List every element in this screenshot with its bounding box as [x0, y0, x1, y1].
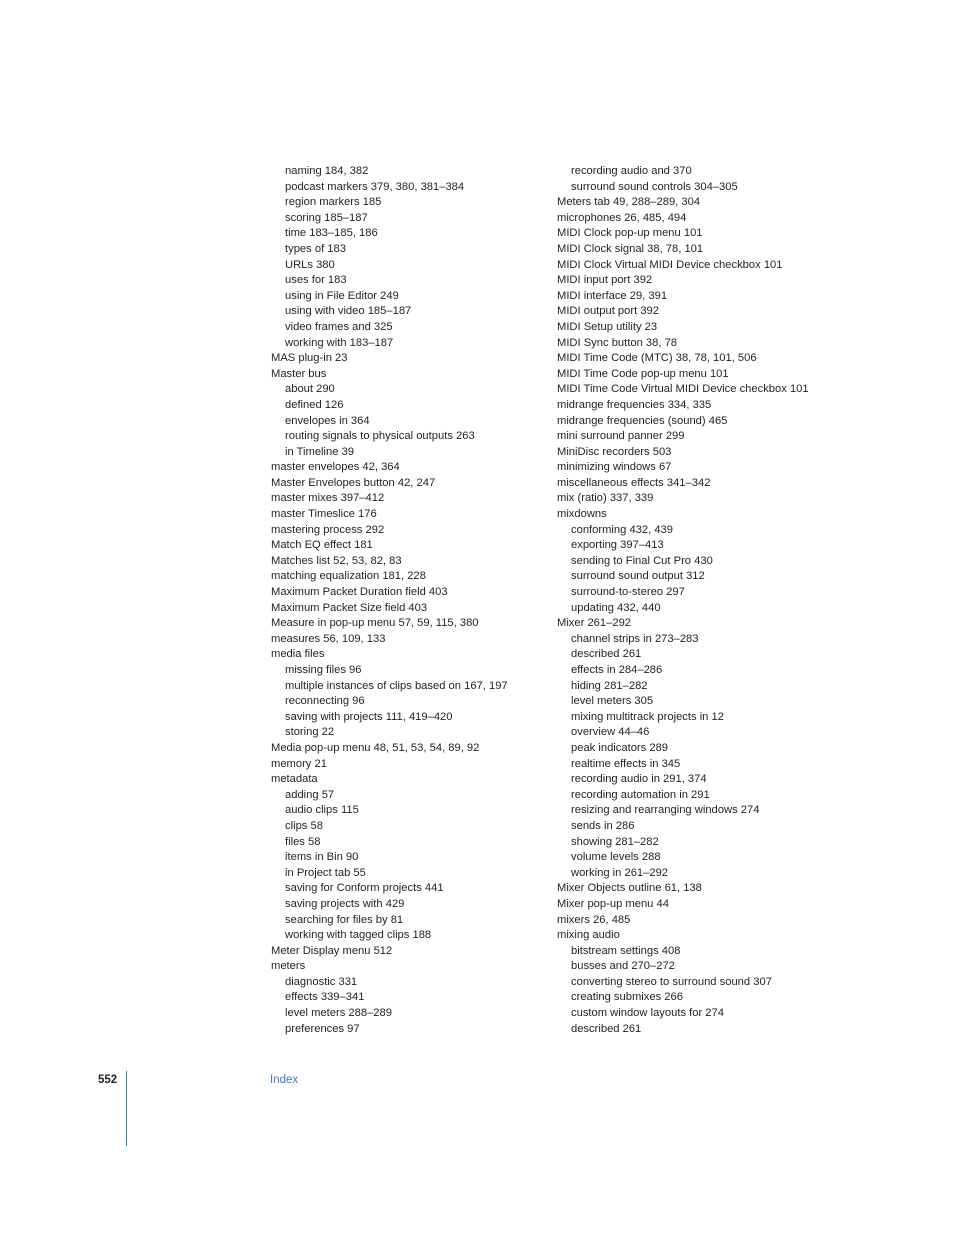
index-subentry: resizing and rearranging windows 274 [571, 804, 760, 817]
index-subentry: described 261 [571, 648, 642, 661]
footer-divider [126, 1071, 127, 1146]
index-subentry: effects in 284–286 [571, 664, 663, 676]
index-entry: Maximum Packet Size field 403 [271, 601, 428, 614]
index-entry: matching equalization 181, 228 [271, 570, 426, 583]
index-entry: Master bus [271, 367, 327, 380]
index-column-left [271, 164, 551, 1037]
index-entry: MIDI Clock Virtual MIDI Device checkbox 101 [557, 258, 783, 271]
index-entry: MIDI Setup utility 23 [557, 320, 658, 333]
index-subentry: in Timeline 39 [285, 445, 355, 458]
index-entry: Master Envelopes button 42, 247 [271, 476, 436, 489]
index-subentry: recording audio and 370 [571, 165, 692, 177]
index-entry: Maximum Packet Duration field 403 [271, 586, 448, 599]
index-subentry: diagnostic 331 [285, 975, 358, 988]
index-entry: MIDI Clock signal 38, 78, 101 [557, 242, 704, 255]
index-subentry: custom window layouts for 274 [571, 1007, 724, 1020]
page-number: 552 [98, 1074, 118, 1086]
index-subentry: audio clips 115 [285, 804, 359, 817]
index-subentry: saving for Conform projects 441 [285, 882, 444, 895]
index-subentry: searching for files by 81 [285, 913, 404, 926]
index-entry: Mixer pop-up menu 44 [557, 897, 669, 910]
index-entry: microphones 26, 485, 494 [557, 211, 687, 224]
index-subentry: using in File Editor 249 [285, 289, 399, 302]
index-entry: memory 21 [271, 757, 327, 770]
index-subentry: hiding 281–282 [571, 679, 648, 692]
index-entry: Mixer 261–292 [557, 617, 632, 630]
index-subentry: working with tagged clips 188 [285, 929, 432, 942]
index-subentry: uses for 183 [285, 274, 347, 287]
index-subentry: overview 44–46 [571, 726, 650, 739]
index-subentry: peak indicators 289 [571, 741, 669, 754]
index-entry: midrange frequencies 334, 335 [557, 398, 712, 411]
index-subentry: routing signals to physical outputs 263 [285, 430, 475, 443]
index-subentry: converting stereo to surround sound 307 [571, 975, 772, 988]
index-subentry: realtime effects in 345 [571, 757, 681, 770]
index-entry: metadata [271, 773, 318, 786]
index-subentry: working with 183–187 [285, 336, 394, 349]
index-subentry: surround sound controls 304–305 [571, 180, 738, 193]
index-subentry: surround sound output 312 [571, 570, 705, 583]
index-subentry: recording automation in 291 [571, 788, 710, 801]
index-entry: MIDI Time Code pop-up menu 101 [557, 367, 729, 380]
index-subentry: video frames and 325 [285, 320, 393, 333]
index-subentry: updating 432, 440 [571, 601, 661, 614]
index-entry: MAS plug-in 23 [271, 352, 348, 365]
index-entry: mini surround panner 299 [557, 430, 685, 443]
index-subentry: creating submixes 266 [571, 991, 683, 1004]
index-entry: mix (ratio) 337, 339 [557, 492, 654, 505]
index-entry: Matches list 52, 53, 82, 83 [271, 554, 402, 567]
index-entry: MIDI Time Code Virtual MIDI Device checkbox 101 [557, 383, 809, 396]
index-subentry: types of 183 [285, 242, 346, 255]
index-subentry: sends in 286 [571, 819, 635, 832]
index-subentry: level meters 288–289 [285, 1007, 392, 1020]
index-subentry: effects 339–341 [285, 991, 365, 1004]
index-entry: master envelopes 42, 364 [271, 461, 400, 474]
index-entry: miscellaneous effects 341–342 [557, 476, 711, 489]
index-subentry: envelopes in 364 [285, 414, 370, 427]
index-entry: Media pop-up menu 48, 51, 53, 54, 89, 92 [271, 741, 480, 754]
index-entry: Meters tab 49, 288–289, 304 [557, 196, 701, 209]
index-subentry: about 290 [285, 383, 335, 396]
index-entry: MIDI Time Code (MTC) 38, 78, 101, 506 [557, 352, 757, 365]
index-subentry: files 58 [285, 835, 321, 848]
index-entry: minimizing windows 67 [557, 461, 672, 474]
index-subentry: items in Bin 90 [285, 851, 359, 864]
index-subentry: missing files 96 [285, 664, 362, 676]
index-entry: media files [271, 648, 325, 661]
index-subentry: exporting 397–413 [571, 539, 664, 552]
index-subentry: multiple instances of clips based on 167, 197 [285, 679, 508, 692]
index-entry: Measure in pop-up menu 57, 59, 115, 380 [271, 617, 479, 630]
index-entry: meters [271, 960, 306, 973]
index-subentry: level meters 305 [571, 695, 654, 708]
index-subentry: in Project tab 55 [285, 866, 366, 879]
section-title: Index [270, 1074, 299, 1086]
index-subentry: storing 22 [285, 726, 335, 739]
index-entry: MIDI interface 29, 391 [557, 289, 668, 302]
index-entry: measures 56, 109, 133 [271, 632, 386, 645]
index-subentry: channel strips in 273–283 [571, 632, 699, 645]
index-subentry: adding 57 [285, 788, 335, 801]
index-subentry: conforming 432, 439 [571, 523, 673, 536]
index-entry: mixers 26, 485 [557, 913, 631, 926]
index-entry: MiniDisc recorders 503 [557, 445, 672, 458]
index-subentry: described 261 [571, 1022, 642, 1035]
index-subentry: time 183–185, 186 [285, 227, 378, 240]
index-entry: MIDI input port 392 [557, 274, 653, 287]
index-subentry: naming 184, 382 [285, 165, 369, 177]
index-subentry: using with video 185–187 [285, 305, 412, 318]
index-subentry: surround-to-stereo 297 [571, 586, 685, 599]
index-entry: master mixes 397–412 [271, 492, 385, 505]
index-entry: mixdowns [557, 508, 607, 521]
index-entry: mixing audio [557, 929, 620, 942]
index-subentry: mixing multitrack projects in 12 [571, 710, 724, 723]
index-subentry: saving projects with 429 [285, 897, 405, 910]
index-subentry: bitstream settings 408 [571, 944, 681, 957]
index-subentry: busses and 270–272 [571, 960, 675, 973]
index-subentry: podcast markers 379, 380, 381–384 [285, 180, 465, 193]
index-entry: Mixer Objects outline 61, 138 [557, 882, 702, 895]
index-entry: mastering process 292 [271, 523, 385, 536]
index-subentry: working in 261–292 [571, 866, 669, 879]
index-entry: midrange frequencies (sound) 465 [557, 414, 728, 427]
index-subentry: sending to Final Cut Pro 430 [571, 554, 713, 567]
index-entry: Meter Display menu 512 [271, 944, 393, 957]
index-subentry: saving with projects 111, 419–420 [285, 710, 453, 723]
index-subentry: preferences 97 [285, 1022, 360, 1035]
index-subentry: defined 126 [285, 398, 344, 411]
index-subentry: showing 281–282 [571, 835, 659, 848]
index-entry: MIDI Clock pop-up menu 101 [557, 227, 703, 240]
index-subentry: URLs 380 [285, 258, 335, 271]
index-entry: MIDI output port 392 [557, 305, 659, 318]
index-entry: master Timeslice 176 [271, 508, 377, 521]
index-subentry: region markers 185 [285, 196, 382, 209]
index-subentry: reconnecting 96 [285, 695, 365, 708]
index-subentry: volume levels 288 [571, 851, 661, 864]
index-column-right [557, 164, 847, 1037]
index-subentry: scoring 185–187 [285, 211, 368, 224]
index-entry: MIDI Sync button 38, 78 [557, 336, 678, 349]
index-entry: Match EQ effect 181 [271, 539, 373, 552]
index-subentry: clips 58 [285, 819, 323, 832]
index-subentry: recording audio in 291, 374 [571, 773, 707, 786]
